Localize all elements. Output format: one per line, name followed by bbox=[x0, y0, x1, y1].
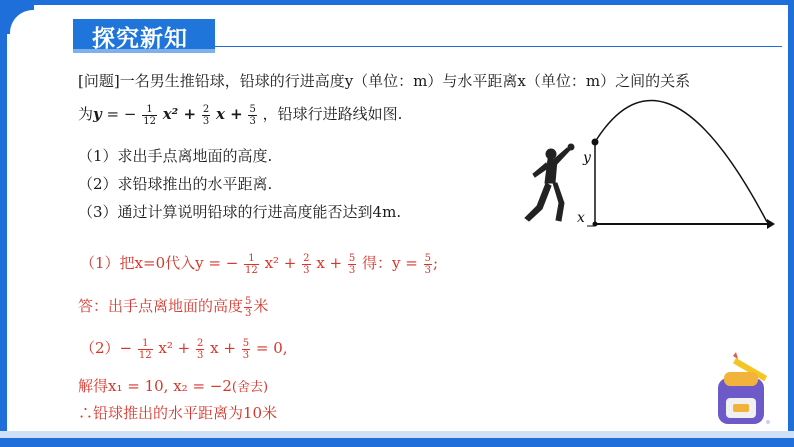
x-label: x bbox=[577, 210, 585, 226]
bottom-band bbox=[0, 431, 794, 438]
answer-1-term-x: x + bbox=[316, 254, 343, 272]
fraction-2-3: $\frac{2}{3}$ bbox=[202, 103, 210, 127]
answer-1-prefix: （1）把x=0代入y = − bbox=[80, 254, 239, 272]
answer-1-suffix: 得：y = bbox=[362, 254, 418, 272]
answer-1-end: ; bbox=[433, 254, 439, 272]
answer-1-conclusion bbox=[78, 295, 268, 319]
fraction-1-12: $\frac{1}{12}$ bbox=[143, 103, 156, 127]
answer-2-suffix: = 0, bbox=[255, 339, 288, 357]
problem-var-y: y bbox=[93, 105, 102, 123]
answer-1-conclusion-text: 答：出手点离地面的高度 bbox=[78, 297, 244, 315]
answer-2-fraction-2-3: $\frac{2}{3}$ bbox=[197, 337, 204, 361]
answer-2-fraction-5-3: $\frac{5}{3}$ bbox=[242, 337, 250, 361]
question-3: （3）通过计算说明铅球的行进高度能否达到4m. bbox=[78, 203, 402, 221]
answer-1-fraction-1-12: $\frac{1}{12}$ bbox=[245, 252, 258, 276]
problem-term-x: x + bbox=[215, 105, 243, 123]
problem-eq: = − bbox=[106, 105, 137, 123]
answer-2-prefix: （2）− bbox=[80, 339, 133, 357]
bottom-border bbox=[0, 438, 794, 447]
question-1: （1）求出手点离地面的高度. bbox=[78, 147, 273, 165]
right-border bbox=[788, 0, 794, 447]
page-title: 探究新知 bbox=[92, 26, 188, 52]
trajectory-curve bbox=[595, 100, 767, 222]
answer-2-fraction-1-12: $\frac{1}{12}$ bbox=[138, 337, 152, 361]
title-rule bbox=[215, 46, 782, 47]
answer-1-result-fraction: $\frac{5}{3}$ bbox=[424, 252, 432, 276]
answer-1-term-x2: x² + bbox=[264, 254, 297, 272]
answer-2-solution bbox=[78, 375, 268, 396]
answer-2-term-x: x + bbox=[210, 339, 236, 357]
answer-1-fraction-5-3: $\frac{5}{3}$ bbox=[348, 252, 356, 276]
corner-circle bbox=[10, 10, 56, 56]
answer-2-term-x2: x² + bbox=[158, 339, 191, 357]
answer-1-unit: 米 bbox=[253, 297, 269, 315]
answer-1-fraction-2-3: $\frac{2}{3}$ bbox=[303, 252, 310, 276]
top-border bbox=[0, 0, 794, 5]
problem-line-2 bbox=[78, 103, 402, 127]
answer-1-line bbox=[80, 252, 438, 276]
answer-2-solve-note: (舍去) bbox=[231, 380, 269, 395]
problem-line-2-prefix: 为 bbox=[78, 105, 94, 123]
answer-1-height-fraction: $\frac{5}{3}$ bbox=[245, 295, 252, 319]
trajectory-figure bbox=[515, 88, 775, 238]
answer-2-solve-text: 解得x₁ = 10, x₂ = −2 bbox=[78, 377, 232, 395]
question-2: （2）求铅球推出的水平距离. bbox=[78, 175, 273, 193]
problem-line-1: [问题]一名男生推铅球，铅球的行进高度y（单位：m）与水平距离x（单位：m）之间的关系 bbox=[78, 72, 691, 90]
fraction-5-3: $\frac{5}{3}$ bbox=[249, 103, 256, 127]
backpack-decoration-icon bbox=[700, 352, 778, 432]
left-border bbox=[0, 0, 7, 447]
thrower-silhouette-icon bbox=[525, 144, 574, 221]
problem-term-x2: x² + bbox=[162, 105, 197, 123]
y-label: y bbox=[583, 150, 591, 166]
answer-2-equation bbox=[80, 337, 288, 361]
problem-line-2-suffix: ，铅球行进路线如图. bbox=[262, 105, 403, 123]
answer-2-conclusion: ∴铅球推出的水平距离为10米 bbox=[78, 404, 278, 422]
x-axis-arrow-icon bbox=[767, 219, 775, 229]
